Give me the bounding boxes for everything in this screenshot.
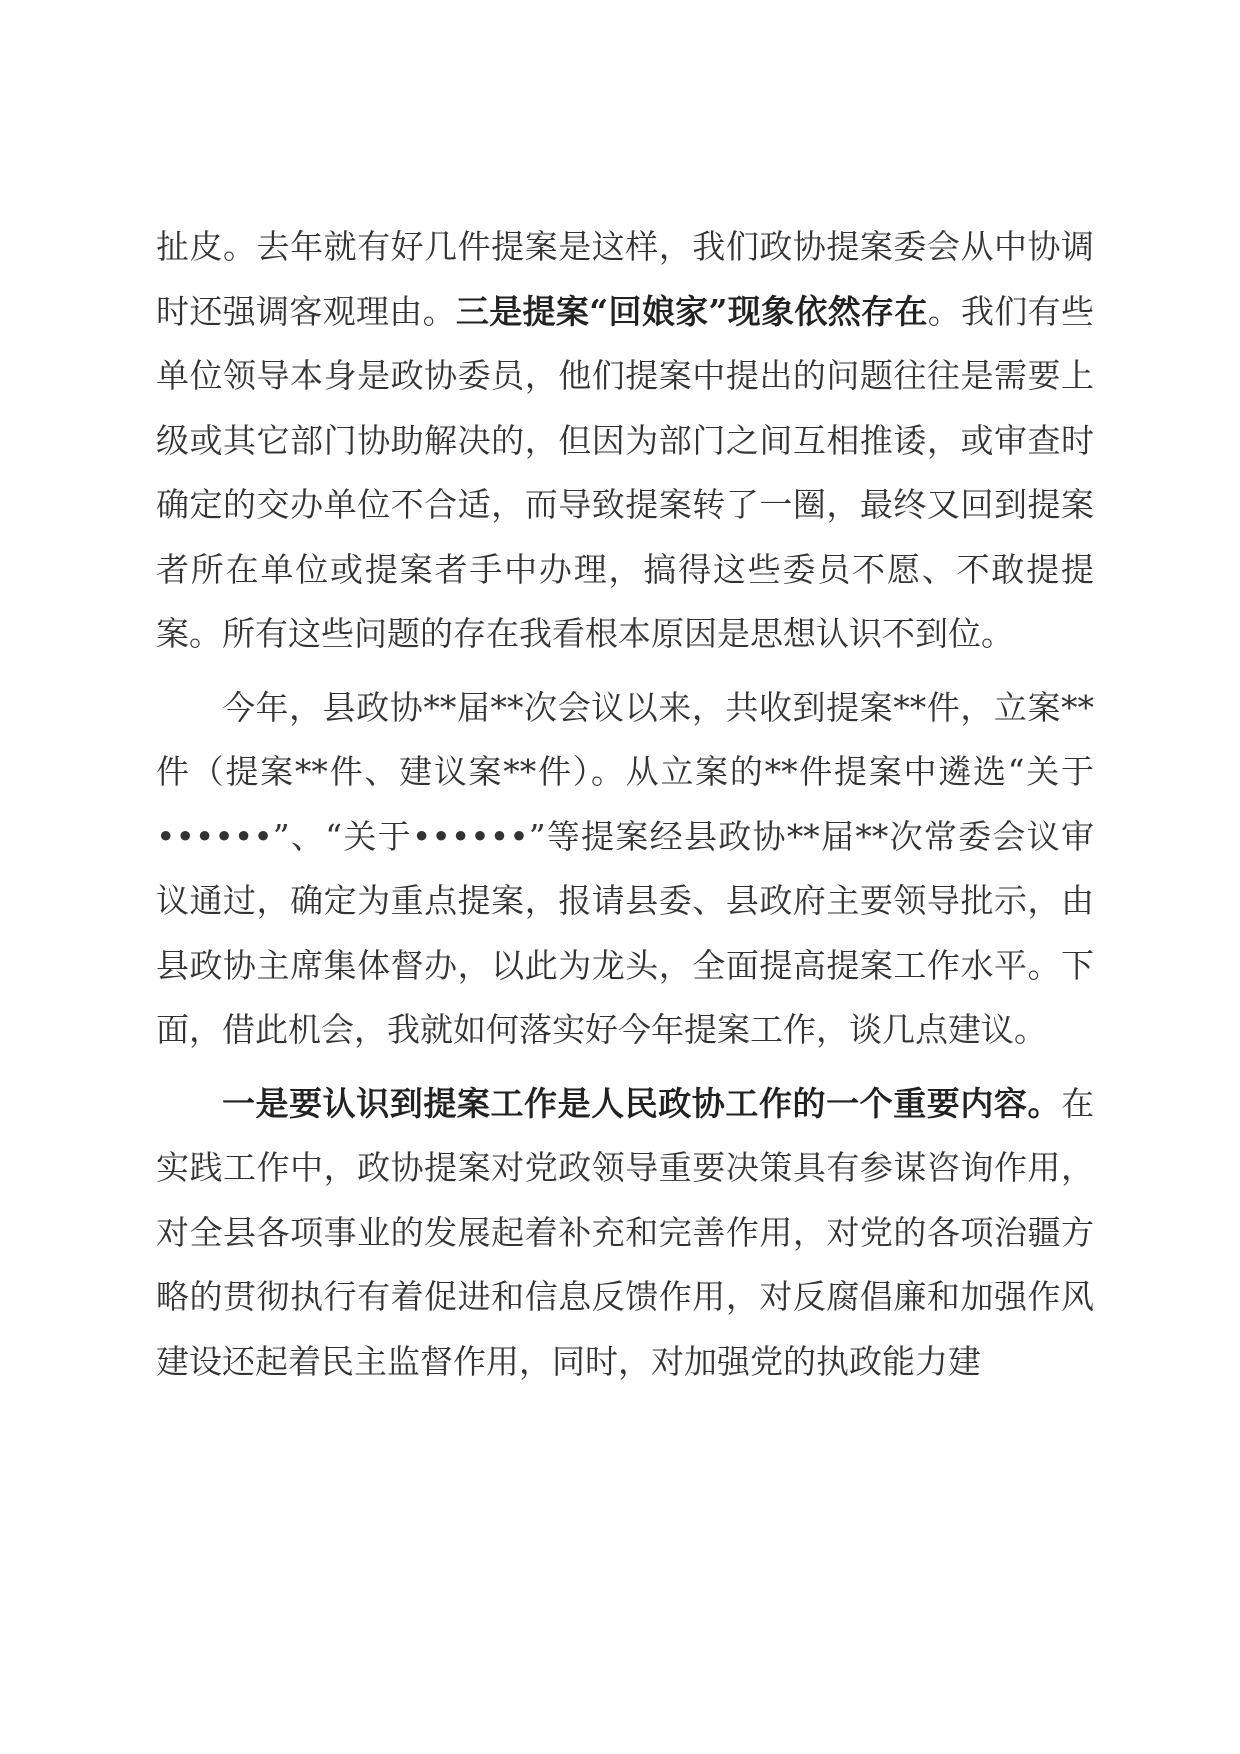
paragraph-3	[156, 1072, 1094, 1395]
paragraph-2	[156, 676, 1094, 1063]
bold-heading-one: 一是要认识到提案工作是人民政协工作的一个重要内容。	[222, 1083, 1061, 1123]
bold-heading-three: 三是提案“回娘家”现象依然存在	[455, 291, 928, 331]
document-body	[156, 215, 1094, 1403]
paragraph-text: 。我们有些单位领导本身是政协委员，他们提案中提出的问题往往是需要上级或其它部门协助解决的，但因为部门之间互相推诿，或审查时确定的交办单位不合适，而导致提案转了一圈，最终又回到提案者所在单位或提案者手中办理，搞得这些委员不愿、不敢提提案。所有这些问题的存在我看根本原因是思想认识不到位。	[156, 291, 1095, 653]
paragraph-text: 今年，县政协**届**次会议以来，共收到提案**件，立案**件（提案**件、建议案**件）。从立案的**件提案中遴选“关于••••••”、“关于••••••”等提案经县政协**届**次常委会议审议通过，确定为重点提案，报请县委、县政府主要领导批示，由县政协主席集体督办，以此为龙头，全面提高提案工作水平。下面，借此机会，我就如何落实好今年提案工作，谈几点建议。	[156, 687, 1094, 1049]
paragraph-text: 扯皮。去年就有好几件提案是这样，我们政协提案委会从中协调时还强调客观理由。	[156, 227, 1094, 331]
paragraph-text: 在实践工作中，政协提案对党政领导重要决策具有参谋咨询作用，对全县各项事业的发展起着补充和完善作用，对党的各项治疆方略的贯彻执行有着促进和信息反馈作用，对反腐倡廉和加强作风建设还起着民主监督作用，同时，对加强党的执政能力建	[156, 1083, 1094, 1381]
paragraph-1	[156, 215, 1094, 667]
